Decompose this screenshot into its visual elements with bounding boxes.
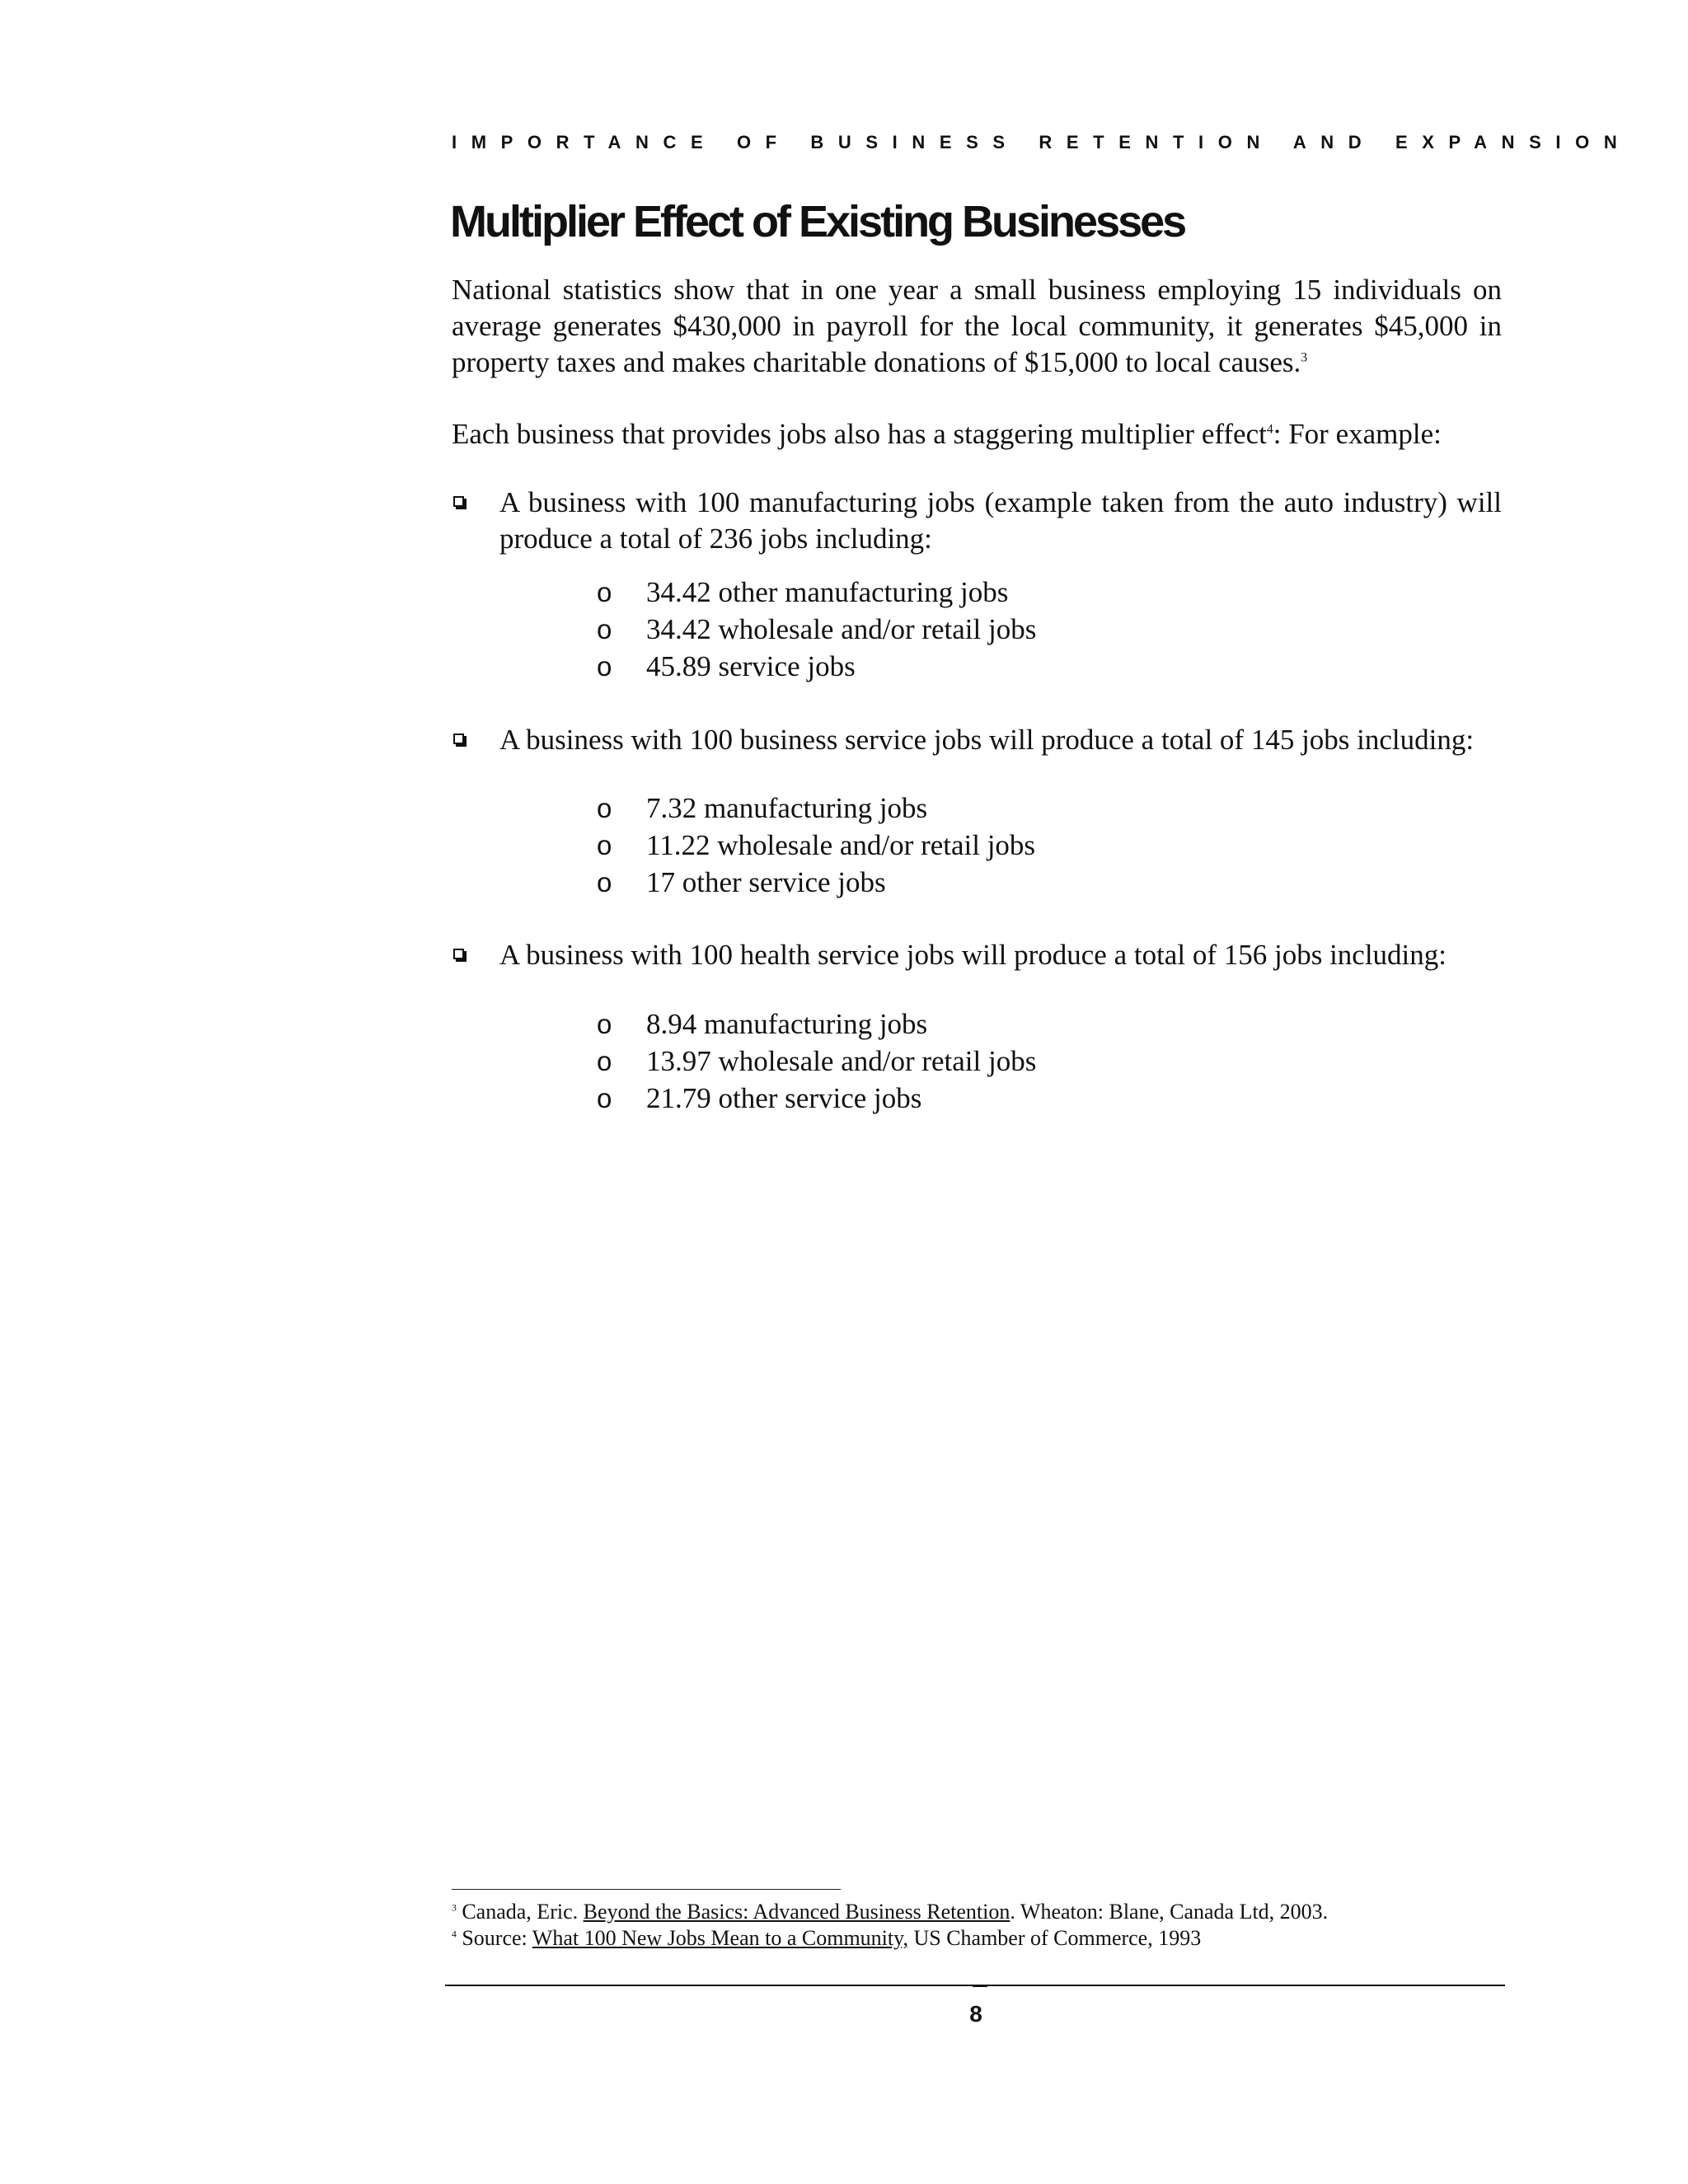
bullet-text: A business with 100 health service jobs will produce a total of 156 jobs including: bbox=[499, 939, 1447, 971]
sublist-health-service bbox=[597, 1005, 1036, 1117]
list-item bbox=[597, 574, 1036, 611]
bullet-text: A business with 100 business service jobs will produce a total of 145 jobs including: bbox=[499, 724, 1475, 756]
list-item-text: 8.94 manufacturing jobs bbox=[646, 1008, 928, 1040]
footnote-text: Source: bbox=[456, 1926, 532, 1950]
list-item bbox=[597, 648, 1036, 685]
list-item bbox=[597, 1005, 1036, 1043]
footnote-source-title: Beyond the Basics: Advanced Business Retention bbox=[583, 1900, 1010, 1924]
circle-bullet-icon: o bbox=[597, 1009, 612, 1039]
footnote-ref-4: 4 bbox=[1266, 422, 1273, 437]
list-item-text: 17 other service jobs bbox=[646, 866, 886, 898]
footnote-4 bbox=[452, 1925, 1507, 1952]
footnote-text: Canada, Eric. bbox=[456, 1900, 584, 1924]
list-item bbox=[597, 611, 1036, 648]
circle-bullet-icon: o bbox=[597, 1046, 612, 1076]
multiplier-paragraph-text: Each business that provides jobs also has a staggering multiplier effect bbox=[452, 418, 1267, 450]
sublist-manufacturing bbox=[597, 574, 1036, 685]
list-item bbox=[597, 864, 1035, 901]
checkbox-bullet-icon bbox=[453, 733, 464, 744]
checkbox-bullet-icon bbox=[453, 496, 464, 507]
list-item-text: 11.22 wholesale and/or retail jobs bbox=[646, 829, 1036, 861]
list-item bbox=[597, 827, 1035, 864]
footnote-number: 4 bbox=[452, 1929, 457, 1940]
multiplier-paragraph-tail: : For example: bbox=[1273, 418, 1442, 450]
list-item bbox=[597, 1080, 1036, 1117]
bullet-business-service bbox=[452, 722, 1502, 758]
intro-paragraph bbox=[452, 272, 1502, 381]
circle-bullet-icon: o bbox=[597, 614, 612, 644]
sublist-business-service bbox=[597, 790, 1035, 901]
intro-paragraph-text: National statistics show that in one year a small business employing 15 individuals on average generates $430,000 in payroll for the local community, it generates $45,000 in property taxes and makes charitable donations of $15,000 to local causes. bbox=[452, 274, 1502, 378]
footnote-3 bbox=[452, 1899, 1507, 1925]
footer-divider-mark bbox=[973, 1985, 987, 1987]
list-item-text: 7.32 manufacturing jobs bbox=[646, 792, 928, 824]
list-item-text: 45.89 service jobs bbox=[646, 650, 856, 682]
circle-bullet-icon: o bbox=[597, 830, 612, 860]
list-item-text: 34.42 other manufacturing jobs bbox=[646, 576, 1009, 608]
footnote-separator bbox=[452, 1889, 841, 1890]
circle-bullet-icon: o bbox=[597, 867, 612, 898]
footnote-number: 3 bbox=[452, 1902, 457, 1914]
list-item bbox=[597, 790, 1035, 827]
circle-bullet-icon: o bbox=[597, 651, 612, 682]
list-item-text: 21.79 other service jobs bbox=[646, 1082, 922, 1114]
bullet-text: A business with 100 manufacturing jobs (example taken from the auto industry) will produce a total of 236 jobs including: bbox=[499, 486, 1502, 555]
list-item bbox=[597, 1043, 1036, 1080]
footnote-text: . Wheaton: Blane, Canada Ltd, 2003. bbox=[1010, 1900, 1329, 1924]
list-item-text: 13.97 wholesale and/or retail jobs bbox=[646, 1045, 1037, 1077]
circle-bullet-icon: o bbox=[597, 793, 612, 823]
footnote-source-title: What 100 New Jobs Mean to a Community, bbox=[532, 1926, 908, 1950]
list-item-text: 34.42 wholesale and/or retail jobs bbox=[646, 613, 1037, 645]
circle-bullet-icon: o bbox=[597, 1083, 612, 1113]
footnote-text: US Chamber of Commerce, 1993 bbox=[907, 1926, 1202, 1950]
bullet-manufacturing bbox=[452, 485, 1502, 557]
multiplier-paragraph bbox=[452, 416, 1502, 452]
page-number: 8 bbox=[969, 2001, 982, 2027]
footnote-ref-3: 3 bbox=[1301, 350, 1308, 365]
checkbox-bullet-icon bbox=[453, 949, 464, 959]
circle-bullet-icon: o bbox=[597, 577, 612, 607]
bullet-health-service bbox=[452, 937, 1502, 973]
footnotes bbox=[452, 1899, 1507, 1952]
page-title: Multiplier Effect of Existing Businesses bbox=[450, 197, 1185, 246]
running-header: IMPORTANCE OF BUSINESS RETENTION AND EXPANSION bbox=[452, 132, 1632, 152]
